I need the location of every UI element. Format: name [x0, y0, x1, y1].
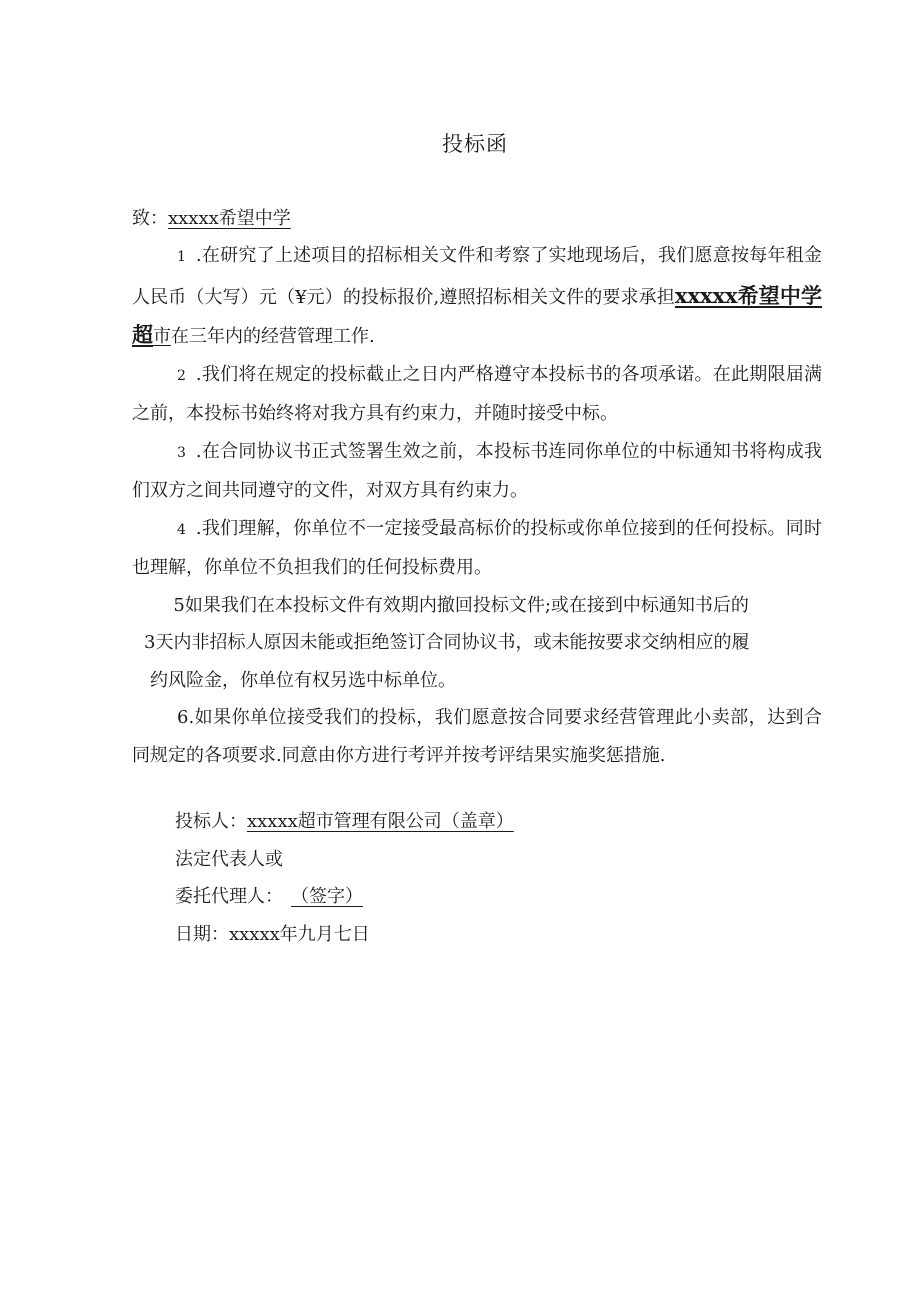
date-line [175, 916, 514, 954]
bidder-value: xxxxx超市管理有限公司（盖章） [247, 811, 514, 832]
paragraph-number: 1 [177, 249, 186, 265]
paragraph-2 [132, 356, 822, 433]
date-label: 日期： [175, 923, 229, 945]
paragraph-text: .我们理解，你单位不一定接受最高标价的投标或你单位接到的任何投标。同时也理解，你单位不负担我们的任何投标费用。 [132, 517, 822, 578]
paragraph-text: .在研究了上述项目的招标相关文件和考察了实地现场后，我们愿意按每年租金人民币（大写）元（¥元）的投标报价,遵照招标相关文件的要求承担 [132, 245, 822, 308]
date-value: xxxxx年九月七日 [229, 923, 370, 945]
paragraph-number: 4 [177, 521, 186, 538]
paragraph-6 [132, 699, 822, 774]
addressee-name: xxxxx希望中学 [168, 208, 291, 229]
legal-representative-line: 法定代表人或 [175, 848, 283, 870]
signature-block [175, 803, 514, 953]
addressee-label: 致： [132, 208, 168, 229]
paragraph-text: .我们将在规定的投标截止之日内严格遵守本投标书的各项承诺。在此期限届满之前，本投标书始终将对我方具有约束力，并随时接受中标。 [132, 363, 822, 424]
paragraph-5 [132, 587, 822, 700]
paragraph-1 [132, 237, 822, 356]
addressee-line [132, 204, 291, 230]
school-supermarket-name-suffix: 市 [153, 326, 171, 347]
paragraph-4 [132, 510, 822, 587]
paragraph-number: 3 [177, 444, 186, 461]
document-title: 投标函 [442, 132, 508, 156]
paragraph-number: 2 [177, 367, 186, 384]
paragraph-text: 6.如果你单位接受我们的投标，我们愿意按合同要求经营管理此小卖部，达到合同规定的各项要求.同意由你方进行考评并按考评结果实施奖惩措施. [132, 707, 822, 766]
paragraph-3 [132, 433, 822, 510]
document-body [132, 237, 822, 774]
agent-value: （签字） [291, 886, 363, 907]
paragraph-text-end: 在三年内的经营管理工作. [171, 326, 375, 347]
agent-label: 委托代理人： [175, 886, 283, 907]
paragraph-line: 3天内非招标人原因未能或拒绝签订合同协议书，或未能按要求交纳相应的履 [144, 632, 750, 653]
bidder-line [175, 803, 514, 841]
agent-line [175, 878, 514, 916]
bidder-label: 投标人： [175, 811, 247, 832]
school-supermarket-name: xxxxx希望中学超 [132, 282, 823, 347]
paragraph-line: 5如果我们在本投标文件有效期内撤回投标文件;或在接到中标通知书后的 [173, 594, 749, 616]
paragraph-line: 约风险金，你单位有权另选中标单位。 [150, 669, 456, 691]
paragraph-text: .在合同协议书正式签署生效之前，本投标书连同你单位的中标通知书将构成我们双方之间共同遵守的文件，对双方具有约束力。 [132, 440, 822, 501]
